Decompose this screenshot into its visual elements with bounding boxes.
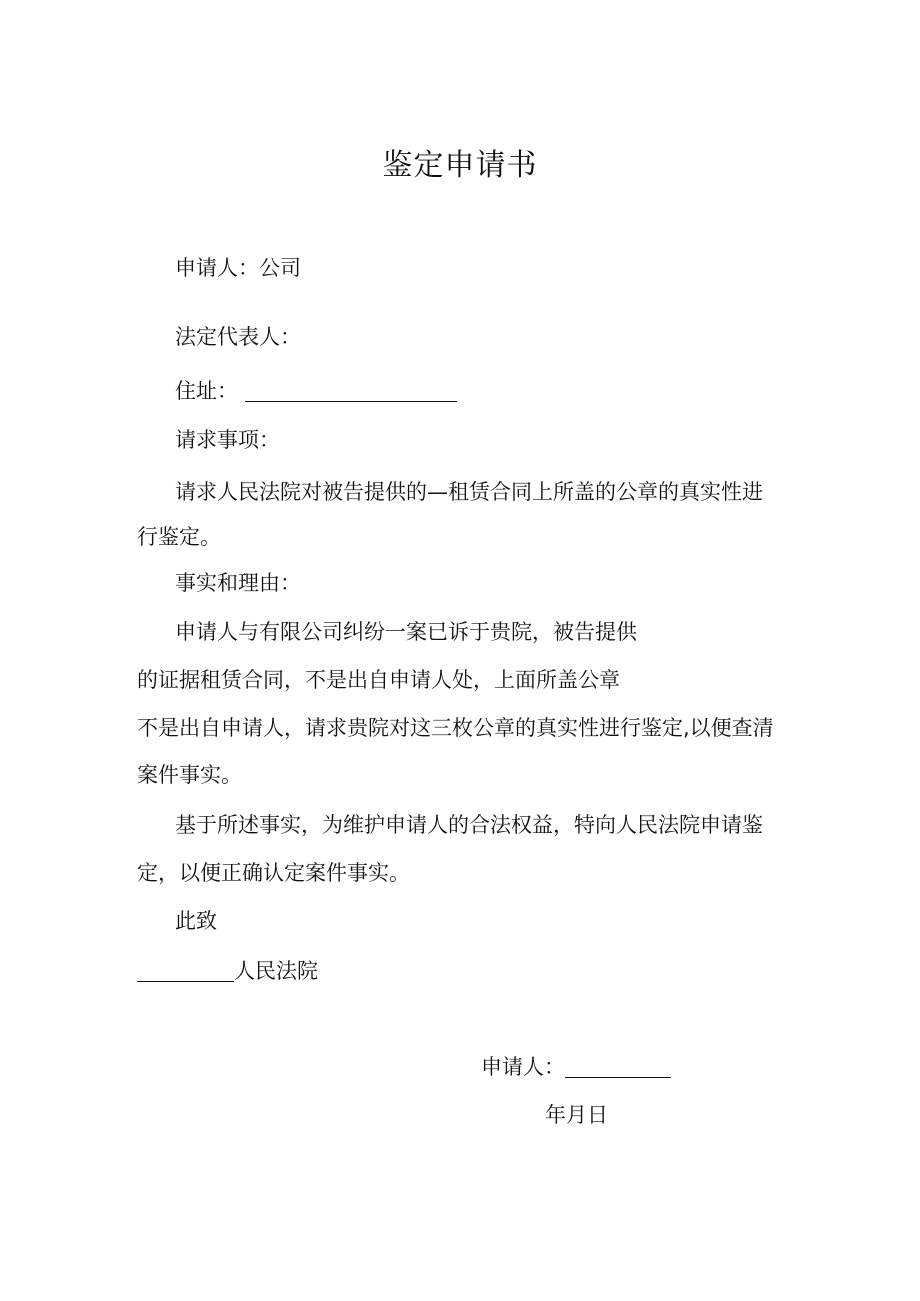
applicant-line: 申请人：公司 [175, 256, 301, 280]
facts-text-line-3: 不是出自申请人，请求贵院对这三枚公章的真实性进行鉴定,以便查清 [137, 716, 774, 740]
signature-blank [565, 1059, 671, 1078]
request-heading: 请求事项： [175, 428, 280, 452]
facts-heading: 事实和理由： [175, 571, 301, 595]
basis-text-line-2: 定，以便正确认定案件事实。 [137, 861, 410, 885]
signature-label: 申请人： [481, 1055, 565, 1079]
facts-text-line-1: 申请人与有限公司纠纷一案已诉于贵院，被告提供 [175, 620, 637, 644]
court-label: 人民法院 [234, 959, 318, 983]
date-line: 年月日 [545, 1103, 608, 1127]
request-text-line-2: 行鉴定。 [137, 525, 221, 549]
basis-text-line-1: 基于所述事实，为维护申请人的合法权益，特向人民法院申请鉴 [175, 813, 763, 837]
request-text-line-1: 请求人民法院对被告提供的—租赁合同上所盖的公章的真实性进 [175, 480, 763, 504]
document-title: 鉴定申请书 [382, 148, 538, 183]
address-blank [245, 383, 457, 402]
address-line [175, 381, 457, 402]
closing-text: 此致 [175, 909, 217, 933]
signature-line [481, 1057, 671, 1078]
court-line [137, 961, 318, 982]
facts-text-line-2: 的证据租赁合同，不是出自申请人处，上面所盖公章 [137, 668, 620, 692]
address-label: 住址： [175, 379, 238, 403]
court-blank [137, 963, 234, 982]
facts-text-line-4: 案件事实。 [137, 763, 242, 787]
legal-representative-line: 法定代表人： [175, 325, 301, 349]
